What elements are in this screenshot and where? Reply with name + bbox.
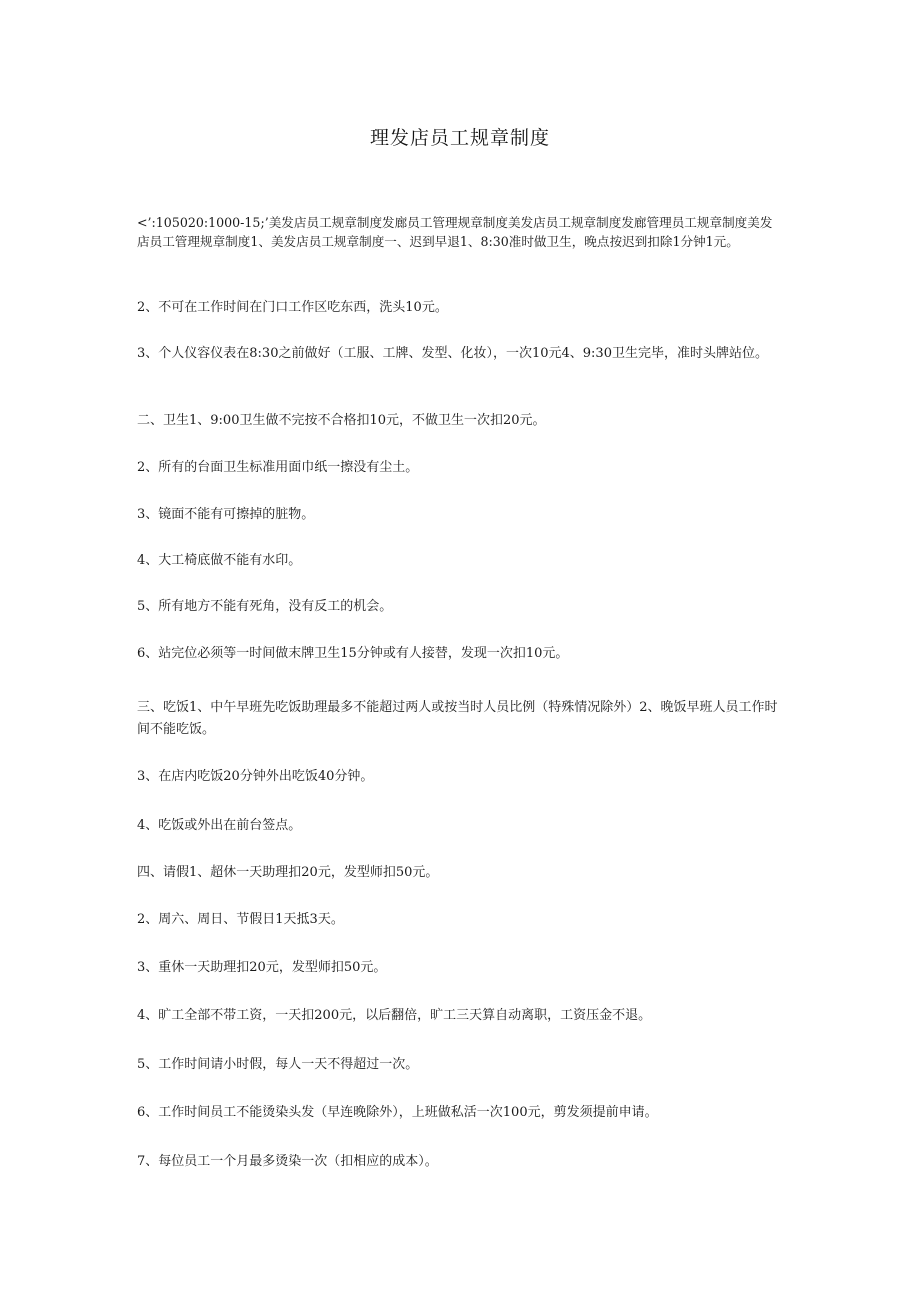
paragraph: 2、所有的台面卫生标准用面巾纸一擦没有尘土。	[137, 460, 419, 475]
paragraph: 2、不可在工作时间在门口工作区吃东西，洗头10元。	[137, 300, 448, 315]
paragraph: 4、大工椅底做不能有水印。	[137, 553, 302, 568]
paragraph: 7、每位员工一个月最多烫染一次（扣相应的成本）。	[137, 1154, 438, 1169]
paragraph: 6、站完位必须等一时间做末牌卫生15分钟或有人接替，发现一次扣10元。	[137, 646, 569, 661]
paragraph: 3、重休一天助理扣20元，发型师扣50元。	[137, 960, 387, 975]
paragraph: 4、旷工全部不带工资，一天扣200元，以后翻倍，旷工三天算自动离职，工资压金不退。	[137, 1008, 652, 1023]
paragraph: 3、在店内吃饭20分钟外出吃饭40分钟。	[137, 769, 374, 784]
paragraph-section-heading: 三、吃饭1、中午早班先吃饭助理最多不能超过两人或按当时人员比例（特殊情况除外）2、晚饭早班人员工作时间不能吃饭。	[137, 700, 778, 737]
paragraph: 5、工作时间请小时假，每人一天不得超过一次。	[137, 1057, 419, 1072]
paragraph: 3、个人仪容仪表在8:30之前做好（工服、工牌、发型、化妆），一次10元4、9:30卫生完毕，准时头牌站位。	[137, 346, 768, 361]
paragraph: 3、镜面不能有可擦掉的脏物。	[137, 507, 315, 522]
paragraph-section-heading: 四、请假1、超休一天助理扣20元，发型师扣50元。	[137, 865, 439, 880]
paragraph-section-heading: 二、卫生1、9:00卫生做不完按不合格扣10元，不做卫生一次扣20元。	[137, 413, 546, 428]
paragraph: 2、周六、周日、节假日1天抵3天。	[137, 912, 344, 927]
paragraph: 5、所有地方不能有死角，没有反工的机会。	[137, 599, 393, 614]
paragraph: 6、工作时间员工不能烫染头发（早连晚除外），上班做私活一次100元，剪发须提前申请。	[137, 1105, 658, 1120]
paragraph: 4、吃饭或外出在前台签点。	[137, 818, 302, 833]
document-title: 理发店员工规章制度	[369, 127, 550, 149]
paragraph-intro: <’:105020:1000-15;’美发店员工规章制度发廊员工管理规章制度美发店员工规章制度发廊管理员工规章制度美发店员工管理规章制度1、美发店员工规章制度一、迟到早退1、8:30准时做卫生，晚点按迟到扣除1分钟1元。	[137, 215, 773, 249]
